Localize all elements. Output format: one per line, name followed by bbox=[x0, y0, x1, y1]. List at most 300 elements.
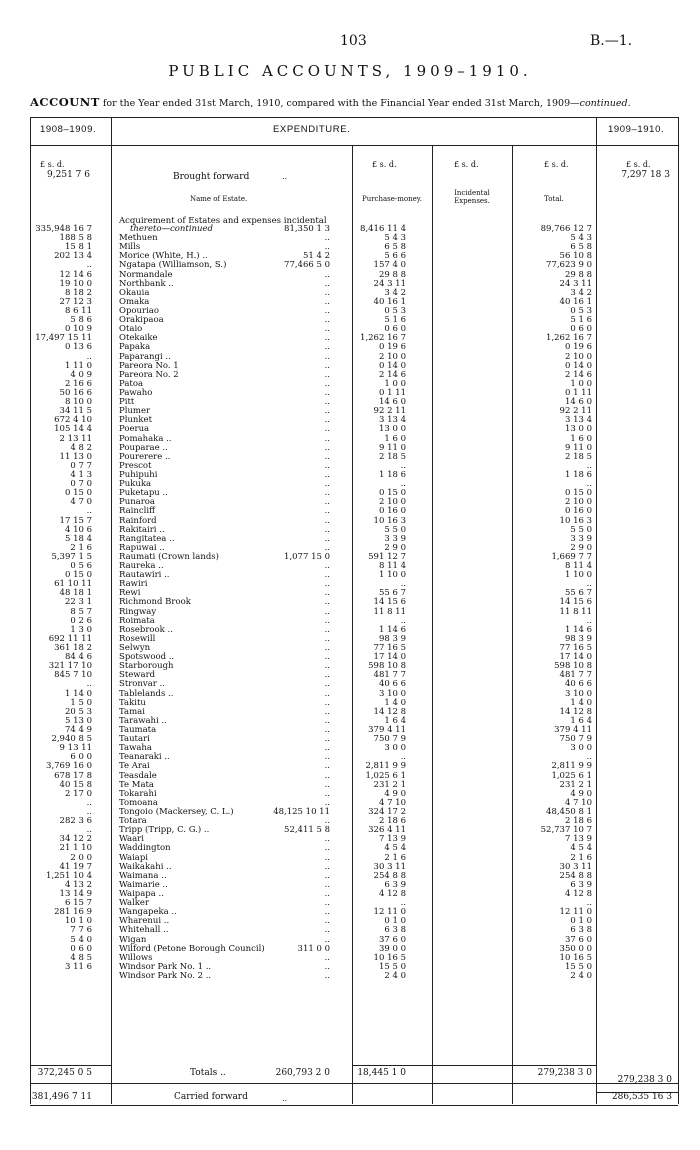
total-amount: 8 11 4 bbox=[564, 561, 592, 572]
total-amount: 379 4 11 bbox=[554, 725, 592, 736]
incidental-expenses: .. bbox=[400, 579, 406, 590]
incidental-expenses: 15 5 0 bbox=[378, 961, 406, 972]
table-row bbox=[0, 644, 700, 653]
purchase-money: .. bbox=[324, 460, 330, 471]
estate-name: Raureka .. bbox=[119, 561, 164, 572]
estate-rows bbox=[0, 225, 700, 981]
estate-name: Puhipuhi bbox=[119, 469, 158, 480]
incidental-expenses: 1 0 0 bbox=[384, 378, 406, 389]
prev-year-amount: 8 5 7 bbox=[70, 606, 92, 617]
unit-incidental: £ s. d. bbox=[454, 160, 479, 169]
total-amount: 98 3 9 bbox=[564, 633, 592, 644]
table-row bbox=[0, 908, 700, 917]
prev-year-amount: 13 14 9 bbox=[59, 888, 92, 899]
table-row bbox=[0, 517, 700, 526]
incidental-expenses: .. bbox=[400, 479, 406, 490]
unit-total: £ s. d. bbox=[544, 160, 569, 169]
purchase-money: .. bbox=[324, 697, 330, 708]
prev-year-amount: 1 3 0 bbox=[70, 624, 92, 635]
incidental-expenses: 2 1 6 bbox=[384, 852, 406, 863]
incidental-expenses: 3 3 9 bbox=[384, 533, 406, 544]
total-amount: 14 6 0 bbox=[564, 397, 592, 408]
table-row bbox=[0, 380, 700, 389]
prev-year-amount: 34 12 2 bbox=[59, 834, 92, 845]
table-row bbox=[0, 280, 700, 289]
total-amount: 10 16 5 bbox=[559, 952, 592, 963]
prev-year-amount: .. bbox=[86, 807, 92, 817]
prev-year-amount: 11 13 0 bbox=[59, 451, 92, 462]
total-amount: 0 1 11 bbox=[564, 387, 592, 398]
purchase-money: .. bbox=[324, 479, 330, 490]
estate-name: Tokarahi bbox=[119, 788, 157, 799]
purchase-money: .. bbox=[324, 387, 330, 398]
table-row bbox=[0, 589, 700, 598]
table-row bbox=[0, 945, 700, 954]
table-row bbox=[0, 498, 700, 507]
prev-year-amount: 2 1 6 bbox=[70, 542, 92, 553]
table-row bbox=[0, 626, 700, 635]
prev-year-amount: 4 7 0 bbox=[70, 497, 92, 508]
incidental-expenses: 1 6 4 bbox=[384, 715, 406, 726]
table-row bbox=[0, 507, 700, 516]
table-row bbox=[0, 307, 700, 316]
estate-name: Ringway bbox=[119, 606, 157, 617]
total-amount: 1 14 6 bbox=[564, 624, 592, 635]
total-amount: 0 14 0 bbox=[564, 360, 592, 371]
estate-name: Prescot bbox=[119, 460, 152, 471]
table-row bbox=[0, 690, 700, 699]
incidental-expenses: 2 4 0 bbox=[384, 970, 406, 981]
account-caption bbox=[30, 95, 631, 109]
total-amount: 6 3 8 bbox=[570, 925, 592, 936]
purchase-money: .. bbox=[324, 351, 330, 362]
table-row bbox=[0, 243, 700, 252]
total-amount: .. bbox=[586, 479, 592, 490]
incidental-expenses: 8 11 4 bbox=[378, 561, 406, 572]
prev-year-amount: .. bbox=[86, 351, 92, 362]
total-amount: 3 4 2 bbox=[570, 287, 592, 298]
brought-forward-label: Brought forward bbox=[173, 172, 250, 182]
purchase-money: .. bbox=[324, 287, 330, 298]
incidental-expenses: 30 3 11 bbox=[373, 861, 406, 872]
incidental-expenses: 3 13 4 bbox=[378, 415, 406, 426]
prev-year-amount: 678 17 8 bbox=[54, 770, 92, 781]
total-amount: 5 5 0 bbox=[570, 524, 592, 535]
incidental-expenses: 254 8 8 bbox=[373, 870, 406, 881]
purchase-money: .. bbox=[324, 570, 330, 581]
prev-year-amount: 4 0 9 bbox=[70, 369, 92, 380]
table-row bbox=[0, 890, 700, 899]
table-row bbox=[0, 708, 700, 717]
purchase-money: .. bbox=[324, 451, 330, 462]
purchase-money: 1,077 15 0 bbox=[284, 551, 330, 562]
estate-name: Taumata bbox=[119, 725, 157, 736]
estate-name: Paparangi .. bbox=[119, 351, 171, 362]
table-row bbox=[0, 799, 700, 808]
prev-year-amount: 0 7 7 bbox=[70, 460, 92, 471]
total-amount: 254 8 8 bbox=[559, 870, 592, 881]
purchase-money: .. bbox=[324, 888, 330, 899]
purchase-money: .. bbox=[324, 834, 330, 845]
table-row bbox=[0, 371, 700, 380]
purchase-money: .. bbox=[324, 542, 330, 553]
unit-purchase: £ s. d. bbox=[372, 160, 397, 169]
purchase-money: 77,466 5 0 bbox=[284, 260, 330, 271]
total-amount: 3 3 9 bbox=[570, 533, 592, 544]
table-row bbox=[0, 462, 700, 471]
table-row bbox=[0, 398, 700, 407]
estate-name: Wharenui .. bbox=[119, 916, 170, 927]
estate-name: Takitu bbox=[119, 697, 146, 708]
prev-year-amount: 10 1 0 bbox=[64, 916, 92, 927]
incidental-expenses: 4 12 8 bbox=[378, 888, 406, 899]
incidental-expenses: 324 17 2 bbox=[368, 807, 406, 817]
table-row bbox=[0, 480, 700, 489]
purchase-money: .. bbox=[324, 743, 330, 754]
purchase-money: .. bbox=[324, 725, 330, 736]
table-row bbox=[0, 772, 700, 781]
purchase-money: .. bbox=[324, 561, 330, 572]
incidental-expenses: 0 1 0 bbox=[384, 916, 406, 927]
estate-name: thereto—continued bbox=[130, 224, 213, 234]
incidental-expenses: 5 6 6 bbox=[384, 251, 406, 262]
total-amount: 2 14 6 bbox=[564, 369, 592, 380]
estate-name: Pareora No. 2 bbox=[119, 369, 179, 380]
continued-note: continued. bbox=[579, 98, 631, 109]
incidental-expenses: 77 16 5 bbox=[373, 643, 406, 654]
purchase-money: 52,411 5 8 bbox=[284, 825, 330, 836]
prev-year-amount: .. bbox=[86, 825, 92, 836]
table-row bbox=[0, 608, 700, 617]
table-row bbox=[0, 653, 700, 662]
estate-name: Selwyn bbox=[119, 643, 151, 654]
total-amount: 1 18 6 bbox=[564, 469, 592, 480]
purchase-money: .. bbox=[324, 879, 330, 890]
prev-year-amount: 0 15 0 bbox=[64, 488, 92, 499]
totals-label: Totals .. bbox=[190, 1068, 226, 1078]
estate-name: Rosewill bbox=[119, 633, 156, 644]
estate-name: Ngatapa (Williamson, S.) bbox=[119, 260, 227, 271]
incidental-expenses: 24 3 11 bbox=[373, 278, 406, 289]
prev-year-amount: 41 19 7 bbox=[59, 861, 92, 872]
estate-name: Papaka bbox=[119, 342, 151, 353]
purchase-money: .. bbox=[324, 852, 330, 863]
total-amount: 1,262 16 7 bbox=[546, 333, 592, 344]
prev-year-amount: 20 5 3 bbox=[64, 706, 92, 717]
prev-year-amount: 5 8 6 bbox=[70, 315, 92, 326]
incidental-expenses: .. bbox=[400, 752, 406, 763]
estate-name: Normandale bbox=[119, 269, 173, 280]
table-row bbox=[0, 753, 700, 762]
incidental-expenses: 40 16 1 bbox=[373, 296, 406, 307]
purchase-money: .. bbox=[324, 242, 330, 253]
table-row bbox=[0, 425, 700, 434]
prev-year-amount: 321 17 10 bbox=[48, 661, 92, 672]
totals-purchase: 260,793 2 0 bbox=[275, 1068, 330, 1078]
prev-year-amount: 5 4 0 bbox=[70, 934, 92, 945]
incidental-expenses: 0 15 0 bbox=[378, 488, 406, 499]
prev-year-amount: 282 3 6 bbox=[59, 816, 92, 827]
incidental-expenses: 1 6 0 bbox=[384, 433, 406, 444]
total-amount: 52,737 10 7 bbox=[540, 825, 592, 836]
incidental-expenses: 6 5 8 bbox=[384, 242, 406, 253]
unit-left: £ s. d. bbox=[40, 160, 65, 169]
total-amount: 0 16 0 bbox=[564, 506, 592, 517]
band-right-year: 1909–1910. bbox=[608, 124, 665, 135]
table-row bbox=[0, 954, 700, 963]
incidental-expenses: .. bbox=[400, 898, 406, 909]
band-expenditure: EXPENDITURE. bbox=[273, 124, 351, 135]
incidental-expenses: 6 3 8 bbox=[384, 925, 406, 936]
estate-name: Teasdale bbox=[119, 770, 157, 781]
total-amount: 14 12 8 bbox=[559, 706, 592, 717]
estate-name: Wangapeka .. bbox=[119, 907, 177, 918]
incidental-expenses: 157 4 0 bbox=[373, 260, 406, 271]
prev-year-amount: 48 18 1 bbox=[59, 588, 92, 599]
table-row bbox=[0, 781, 700, 790]
table-row bbox=[0, 872, 700, 881]
col-name-of-estate: Name of Estate. bbox=[190, 195, 248, 203]
incidental-expenses: 1 4 0 bbox=[384, 697, 406, 708]
prev-year-amount: .. bbox=[86, 679, 92, 690]
table-row bbox=[0, 580, 700, 589]
total-amount: 77 16 5 bbox=[559, 643, 592, 654]
purchase-money: .. bbox=[324, 916, 330, 927]
col-total: Total. bbox=[544, 195, 564, 203]
purchase-money: .. bbox=[324, 497, 330, 508]
estate-name: Rainford bbox=[119, 515, 157, 526]
prev-year-amount: 4 8 2 bbox=[70, 442, 92, 453]
estate-name: Stronvar .. bbox=[119, 679, 165, 690]
incidental-expenses: 326 4 11 bbox=[368, 825, 406, 836]
prev-year-amount: 361 18 2 bbox=[54, 643, 92, 654]
total-amount: 0 19 6 bbox=[564, 342, 592, 353]
purchase-money: .. bbox=[324, 515, 330, 526]
estate-name: Rapuwai .. bbox=[119, 542, 165, 553]
purchase-money: .. bbox=[324, 797, 330, 808]
total-amount: 5 1 6 bbox=[570, 315, 592, 326]
total-amount: 3 10 0 bbox=[564, 688, 592, 699]
total-amount: 89,766 12 7 bbox=[540, 224, 592, 234]
purchase-money: .. bbox=[324, 734, 330, 745]
prev-year-amount: 7 7 6 bbox=[70, 925, 92, 936]
purchase-money: .. bbox=[324, 624, 330, 635]
col-purchase-money: Purchase-money. bbox=[361, 195, 423, 203]
prev-year-amount: 12 14 6 bbox=[59, 269, 92, 280]
band-rule bbox=[30, 145, 678, 146]
totals-rule-bottom bbox=[30, 1083, 678, 1084]
prev-year-amount: 22 3 1 bbox=[64, 597, 92, 608]
purchase-money: .. bbox=[324, 761, 330, 772]
prev-year-amount: 4 8 5 bbox=[70, 952, 92, 963]
estate-name: Spotswood .. bbox=[119, 652, 175, 663]
purchase-money: .. bbox=[324, 579, 330, 590]
estate-name: Okauia bbox=[119, 287, 150, 298]
estate-name: Rakitairi .. bbox=[119, 524, 165, 535]
incidental-expenses: 9 11 0 bbox=[378, 442, 406, 453]
prev-year-amount: 21 1 10 bbox=[59, 843, 92, 854]
table-row bbox=[0, 635, 700, 644]
estate-name: Pouparae .. bbox=[119, 442, 168, 453]
incidental-expenses: 6 3 9 bbox=[384, 879, 406, 890]
incidental-expenses: 14 12 8 bbox=[373, 706, 406, 717]
estate-name: Pareora No. 1 bbox=[119, 360, 179, 371]
total-amount: 14 15 6 bbox=[559, 597, 592, 608]
prev-year-amount: 281 16 9 bbox=[54, 907, 92, 918]
estate-name: Willows bbox=[119, 952, 153, 963]
total-amount: 7 13 9 bbox=[564, 834, 592, 845]
table-row bbox=[0, 489, 700, 498]
estate-name: Pitt bbox=[119, 397, 135, 408]
incidental-expenses: 2 14 6 bbox=[378, 369, 406, 380]
prev-year-amount: 0 6 0 bbox=[70, 943, 92, 954]
incidental-expenses: 5 1 6 bbox=[384, 315, 406, 326]
prev-year-amount: 17,497 15 11 bbox=[35, 333, 92, 344]
estate-name: Waimarie .. bbox=[119, 879, 168, 890]
incidental-expenses: 1,262 16 7 bbox=[360, 333, 406, 344]
purchase-money: .. bbox=[324, 961, 330, 972]
purchase-money: .. bbox=[324, 633, 330, 644]
estate-name: Wilford (Petone Borough Council) bbox=[119, 943, 265, 954]
table-row bbox=[0, 817, 700, 826]
incidental-expenses: 10 16 3 bbox=[373, 515, 406, 526]
purchase-money: .. bbox=[324, 816, 330, 827]
estate-name: Tripp (Tripp, C. G.) .. bbox=[119, 825, 210, 836]
total-amount: 3 13 4 bbox=[564, 415, 592, 426]
prev-year-amount: 4 13 2 bbox=[64, 879, 92, 890]
total-amount: 2 9 0 bbox=[570, 542, 592, 553]
table-row bbox=[0, 680, 700, 689]
total-amount: .. bbox=[586, 579, 592, 590]
incidental-expenses: 2 9 0 bbox=[384, 542, 406, 553]
table-row bbox=[0, 826, 700, 835]
estate-name: Whitehall .. bbox=[119, 925, 169, 936]
prev-year-amount: 3 11 6 bbox=[64, 961, 92, 972]
estate-name: Plunket bbox=[119, 415, 152, 426]
section-heading: Acquirement of Estates and expenses incidental bbox=[119, 216, 327, 226]
incidental-expenses: 4 7 10 bbox=[378, 797, 406, 808]
estate-name: Waimana .. bbox=[119, 870, 167, 881]
purchase-money: .. bbox=[324, 305, 330, 316]
incidental-expenses: 1 18 6 bbox=[378, 469, 406, 480]
purchase-money: .. bbox=[324, 752, 330, 763]
prev-year-amount: 672 4 10 bbox=[54, 415, 92, 426]
estate-name: Rautawiri .. bbox=[119, 570, 170, 581]
prev-year-amount: 5 13 0 bbox=[64, 715, 92, 726]
purchase-money: .. bbox=[324, 296, 330, 307]
table-row bbox=[0, 726, 700, 735]
table-row bbox=[0, 444, 700, 453]
incidental-expenses: 8,416 11 4 bbox=[360, 224, 406, 234]
brought-forward-dots: .. bbox=[282, 172, 288, 181]
purchase-money: .. bbox=[324, 233, 330, 244]
estate-name: Raumati (Crown lands) bbox=[119, 551, 219, 562]
total-amount: 598 10 8 bbox=[554, 661, 592, 672]
incidental-expenses: 591 12 7 bbox=[368, 551, 406, 562]
incidental-expenses: 98 3 9 bbox=[378, 633, 406, 644]
incidental-expenses: 39 0 0 bbox=[378, 943, 406, 954]
estate-name: Opouriao bbox=[119, 305, 159, 316]
purchase-money: .. bbox=[324, 715, 330, 726]
table-row bbox=[0, 526, 700, 535]
purchase-money: .. bbox=[324, 278, 330, 289]
table-row bbox=[0, 416, 700, 425]
prev-year-amount: 4 10 6 bbox=[64, 524, 92, 535]
incidental-expenses: 37 6 0 bbox=[378, 934, 406, 945]
purchase-money: .. bbox=[324, 488, 330, 499]
total-amount: 56 10 8 bbox=[559, 251, 592, 262]
estate-name: Windsor Park No. 2 .. bbox=[119, 970, 212, 981]
estate-name: Waari bbox=[119, 834, 144, 845]
total-amount: 2 1 6 bbox=[570, 852, 592, 863]
total-amount: .. bbox=[586, 460, 592, 471]
total-amount: 2 10 0 bbox=[564, 497, 592, 508]
purchase-money: .. bbox=[324, 679, 330, 690]
purchase-money: 81,350 1 3 bbox=[284, 224, 330, 234]
estate-name: Otekaike bbox=[119, 333, 158, 344]
estate-name: Richmond Brook bbox=[119, 597, 191, 608]
estate-name: Te Arai bbox=[119, 761, 150, 772]
table-row bbox=[0, 435, 700, 444]
prev-year-amount: 8 10 0 bbox=[64, 397, 92, 408]
table-row bbox=[0, 298, 700, 307]
total-amount: 0 15 0 bbox=[564, 488, 592, 499]
purchase-money: 51 4 2 bbox=[302, 251, 330, 262]
purchase-money: .. bbox=[324, 433, 330, 444]
estate-name: Steward bbox=[119, 670, 156, 681]
table-row bbox=[0, 899, 700, 908]
prev-year-amount: 8 18 2 bbox=[64, 287, 92, 298]
estate-name: Plumer bbox=[119, 406, 151, 417]
table-row bbox=[0, 571, 700, 580]
purchase-money: .. bbox=[324, 469, 330, 480]
purchase-money: .. bbox=[324, 788, 330, 799]
table-row bbox=[0, 854, 700, 863]
band-left-year: 1908–1909. bbox=[40, 124, 97, 135]
purchase-money: .. bbox=[324, 706, 330, 717]
incidental-expenses: 1 10 0 bbox=[378, 570, 406, 581]
estate-name: Otaio bbox=[119, 324, 143, 335]
table-row bbox=[0, 671, 700, 680]
purchase-money: .. bbox=[324, 843, 330, 854]
incidental-expenses: 40 6 6 bbox=[378, 679, 406, 690]
estate-name: Tamai bbox=[119, 706, 145, 717]
estate-name: Walker bbox=[119, 898, 150, 909]
total-amount: 37 6 0 bbox=[564, 934, 592, 945]
prev-year-amount: 105 14 4 bbox=[54, 424, 92, 435]
estate-name: Rangitatea .. bbox=[119, 533, 175, 544]
purchase-money: .. bbox=[324, 397, 330, 408]
table-row bbox=[0, 261, 700, 270]
total-amount: 6 3 9 bbox=[570, 879, 592, 890]
prev-year-amount: 845 7 10 bbox=[54, 670, 92, 681]
estate-name: Pourerere .. bbox=[119, 451, 171, 462]
total-amount: 4 12 8 bbox=[564, 888, 592, 899]
purchase-money: .. bbox=[324, 424, 330, 435]
prev-year-amount: 1,251 10 4 bbox=[46, 870, 92, 881]
table-row bbox=[0, 453, 700, 462]
totals-rule-mid bbox=[352, 1065, 596, 1066]
prev-year-amount: 4 1 3 bbox=[70, 469, 92, 480]
table-row bbox=[0, 271, 700, 280]
prev-year-amount: 0 15 0 bbox=[64, 570, 92, 581]
estate-name: Mills bbox=[119, 242, 141, 253]
page-title: PUBLIC ACCOUNTS, 1909–1910. bbox=[168, 62, 532, 80]
total-amount: 231 2 1 bbox=[559, 779, 592, 790]
purchase-money: .. bbox=[324, 324, 330, 335]
table-row bbox=[0, 389, 700, 398]
total-amount: 1 10 0 bbox=[564, 570, 592, 581]
